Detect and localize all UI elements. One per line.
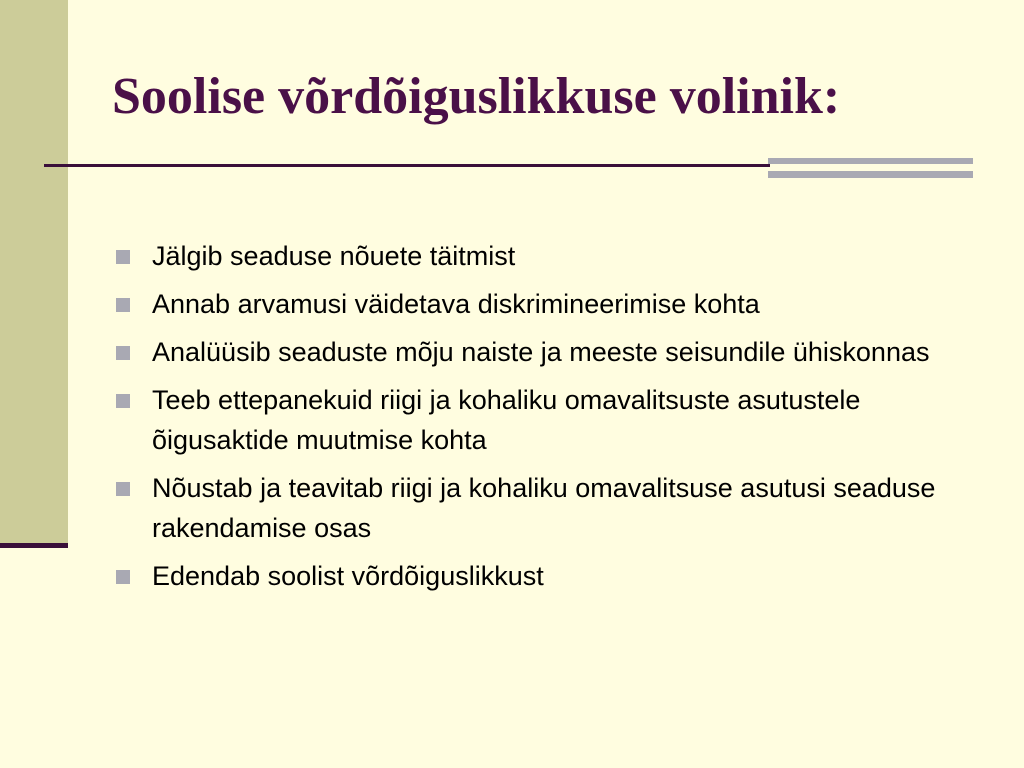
bullet-text: Teeb ettepanekuid riigi ja kohaliku omavalitsuste asutustele õigusaktide muutmise kohta: [152, 385, 861, 455]
square-bullet-icon: [116, 570, 130, 584]
bullet-list: [116, 236, 976, 604]
square-bullet-icon: [116, 346, 130, 360]
square-bullet-icon: [116, 250, 130, 264]
title-decorative-bar-top: [768, 158, 973, 164]
bullet-item: [116, 332, 976, 372]
bullet-text: Edendab soolist võrdõiguslikkust: [152, 561, 544, 591]
bullet-item: [116, 236, 976, 276]
bullet-item: [116, 284, 976, 324]
bullet-text: Annab arvamusi väidetava diskrimineerimise kohta: [152, 289, 760, 319]
title-decorative-bar-bottom: [768, 171, 973, 178]
square-bullet-icon: [116, 394, 130, 408]
bullet-item: [116, 556, 976, 596]
bullet-item: [116, 468, 976, 548]
square-bullet-icon: [116, 298, 130, 312]
title-underline: [44, 164, 770, 167]
square-bullet-icon: [116, 482, 130, 496]
left-decorative-band: [0, 0, 68, 543]
left-accent-line: [0, 543, 68, 548]
bullet-text: Analüüsib seaduste mõju naiste ja meeste seisundile ühiskonnas: [152, 337, 930, 367]
bullet-item: [116, 380, 976, 460]
bullet-text: Jälgib seaduse nõuete täitmist: [152, 241, 516, 271]
slide-title: Soolise võrdõiguslikkuse volinik:: [112, 68, 841, 125]
bullet-text: Nõustab ja teavitab riigi ja kohaliku omavalitsuse asutusi seaduse rakendamise osas: [152, 473, 936, 543]
